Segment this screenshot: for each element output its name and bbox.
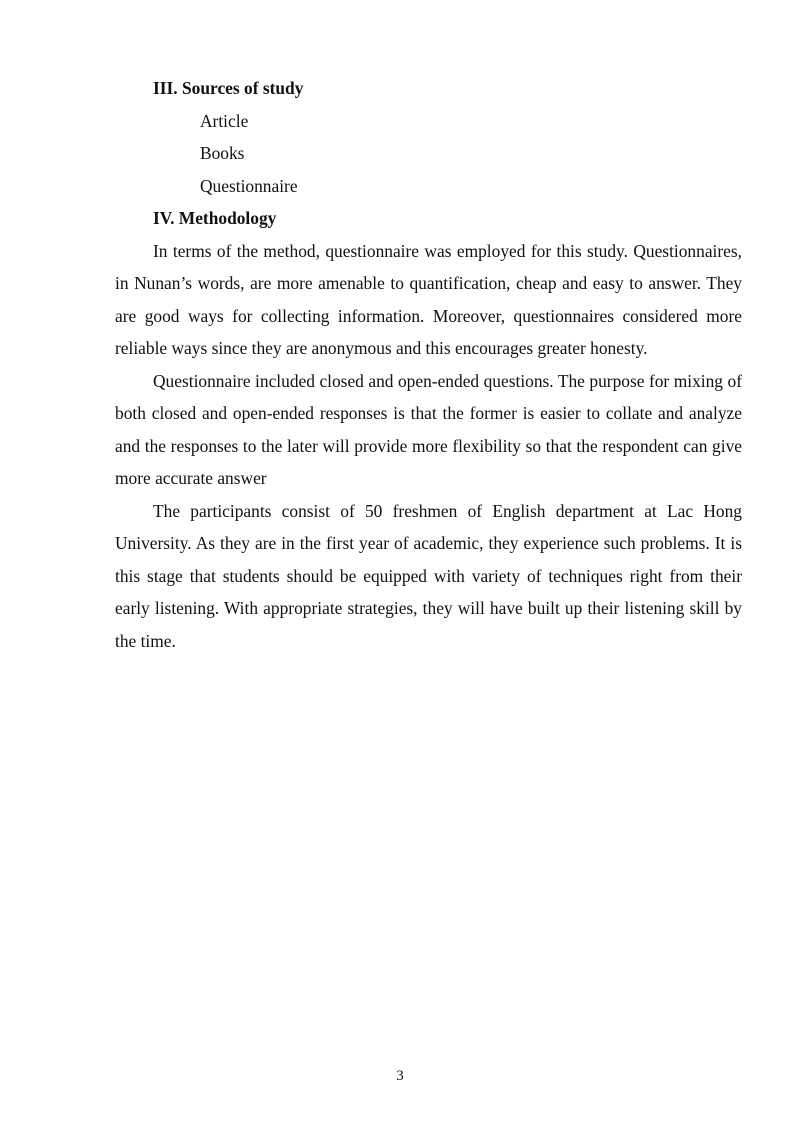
page-number: 3 [396, 1068, 404, 1084]
methodology-paragraph-method: In terms of the method, questionnaire was employed for this study. Questionnaires, in Nunan’s words, are more amenable to quantification, cheap and easy to answer. They are good ways for collecting information. Moreover, questionnaires considered more reliable ways since they are anonymous and this encourages greater honesty. [115, 240, 742, 358]
source-item-article: Article [200, 110, 249, 131]
source-item-questionnaire: Questionnaire [200, 175, 298, 196]
methodology-heading: IV. Methodology [153, 208, 277, 228]
sources-heading: III. Sources of study [153, 78, 304, 98]
page-body [115, 72, 742, 657]
methodology-paragraph-participants: The participants consist of 50 freshmen of English department at Lac Hong University. As they are in the first year of academic, they experience such problems. It is this stage that students should be equipped with variety of techniques right from their early listening. With appropriate strategies, they will have built up their listening skill by the time. [115, 500, 742, 651]
methodology-paragraph-questions: Questionnaire included closed and open-ended questions. The purpose for mixing of both closed and open-ended responses is that the former is easier to collate and analyze and the responses to the later will provide more flexibility so that the respondent can give more accurate answer [115, 370, 742, 488]
source-item-books: Books [200, 143, 245, 163]
